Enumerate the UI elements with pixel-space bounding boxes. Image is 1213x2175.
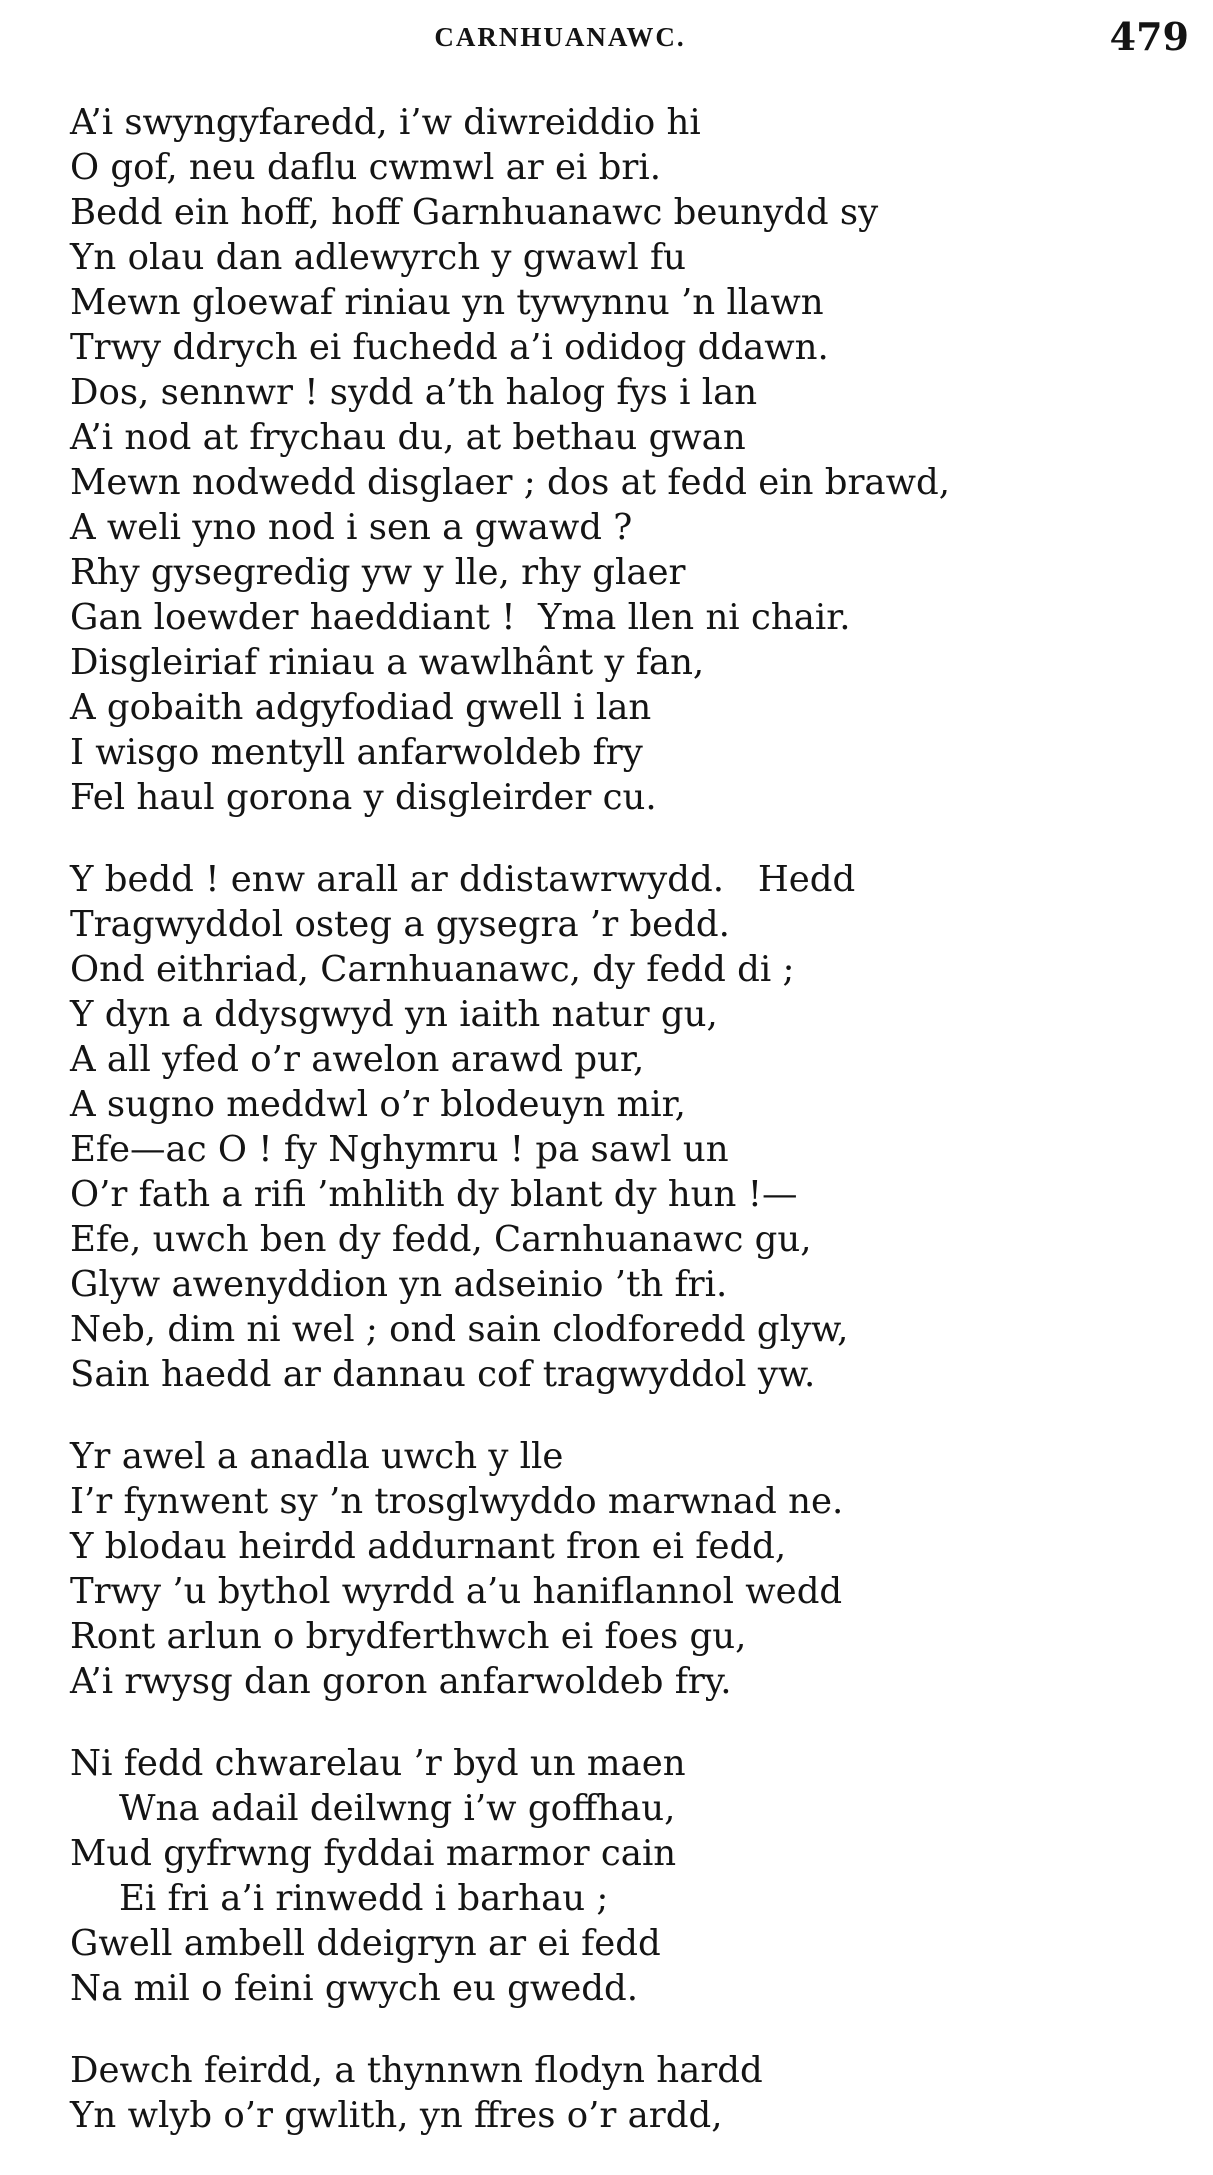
poem-line: A’i swyngyfaredd, i’w diwreiddio hi (70, 102, 701, 143)
poem-line: Neb, dim ni wel ; ond sain clodforedd glyw, (70, 1309, 849, 1350)
stanza (70, 100, 1190, 820)
poem-line: Ei fri a’i rinwedd i barhau ; (119, 1878, 609, 1919)
poem-line: Y dyn a ddysgwyd yn iaith natur gu, (70, 994, 718, 1035)
poem-line: Ond eithriad, Carnhuanawc, dy fedd di ; (70, 949, 795, 990)
stanza (70, 857, 1190, 1397)
poem-line: Yn wlyb o’r gwlith, yn ffres o’r ardd, (70, 2095, 723, 2136)
poem-line: Gan loewder haeddiant ! Yma llen ni chair. (70, 597, 851, 638)
poem-line: A all yfed o’r awelon arawd pur, (70, 1039, 645, 1080)
stanza (70, 1434, 1190, 1704)
poem-line: A weli yno nod i sen a gwawd ? (70, 507, 633, 548)
poem-line: Fel haul gorona y disgleirder cu. (70, 777, 657, 818)
poem-line: Yr awel a anadla uwch y lle (70, 1436, 564, 1477)
poem-line: Na mil o feini gwych eu gwedd. (70, 1968, 639, 2009)
poem-line: A gobaith adgyfodiad gwell i lan (70, 687, 652, 728)
poem-line: Ni fedd chwarelau ’r byd un maen (70, 1743, 686, 1784)
poem-line: Disgleiriaf riniau a wawlhânt y fan, (70, 642, 705, 683)
poem-line: Tragwyddol osteg a gysegra ’r bedd. (70, 904, 730, 945)
stanza (70, 1741, 1190, 2011)
poem-line: Efe—ac O ! fy Nghymru ! pa sawl un (70, 1129, 729, 1170)
poem-line: Glyw awenyddion yn adseinio ’th fri. (70, 1264, 728, 1305)
poem-line: Yn olau dan adlewyrch y gwawl fu (70, 237, 686, 278)
poem-line: I’r fynwent sy ’n trosglwyddo marwnad ne. (70, 1481, 844, 1522)
poem-line: Dewch feirdd, a thynnwn flodyn hardd (70, 2050, 763, 2091)
poem-line: A sugno meddwl o’r blodeuyn mir, (70, 1084, 686, 1125)
poem-line: Trwy ddrych ei fuchedd a’i odidog ddawn. (70, 327, 829, 368)
poem-text (70, 100, 1190, 2175)
poem-line: A’i rwysg dan goron anfarwoldeb fry. (70, 1661, 732, 1702)
poem-line: Rhy gysegredig yw y lle, rhy glaer (70, 552, 686, 593)
poem-line: O gof, neu daflu cwmwl ar ei bri. (70, 147, 662, 188)
poem-line: Efe, uwch ben dy fedd, Carnhuanawc gu, (70, 1219, 812, 1260)
poem-line: Mewn gloewaf riniau yn tywynnu ’n llawn (70, 282, 824, 323)
poem-line: Y bedd ! enw arall ar ddistawrwydd. Hedd (70, 859, 856, 900)
stanza (70, 2048, 1190, 2138)
poem-line: Dos, sennwr ! sydd a’th halog fys i lan (70, 372, 758, 413)
page-number: 479 (1109, 14, 1189, 59)
poem-line: Trwy ’u bythol wyrdd a’u haniflannol wedd (70, 1571, 843, 1612)
poem-line: I wisgo mentyll anfarwoldeb fry (70, 732, 643, 773)
poem-line: A’i nod at frychau du, at bethau gwan (70, 417, 746, 458)
poem-line: Bedd ein hoff, hoff Garnhuanawc beunydd sy (70, 192, 879, 233)
poem-line: Mud gyfrwng fyddai marmor cain (70, 1833, 677, 1874)
poem-line: Gwell ambell ddeigryn ar ei fedd (70, 1923, 661, 1964)
poem-line: Y blodau heirdd addurnant fron ei fedd, (70, 1526, 787, 1567)
poem-line: Mewn nodwedd disglaer ; dos at fedd ein brawd, (70, 462, 950, 503)
poem-line: Ront arlun o brydferthwch ei foes gu, (70, 1616, 747, 1657)
running-head (0, 14, 1213, 64)
poem-line: O’r fath a rifi ’mhlith dy blant dy hun !— (70, 1174, 798, 1215)
poem-line: Sain haedd ar dannau cof tragwyddol yw. (70, 1354, 816, 1395)
poem-line: Wna adail deilwng i’w goffhau, (119, 1788, 676, 1829)
running-title: CARNHUANAWC. (434, 22, 686, 52)
